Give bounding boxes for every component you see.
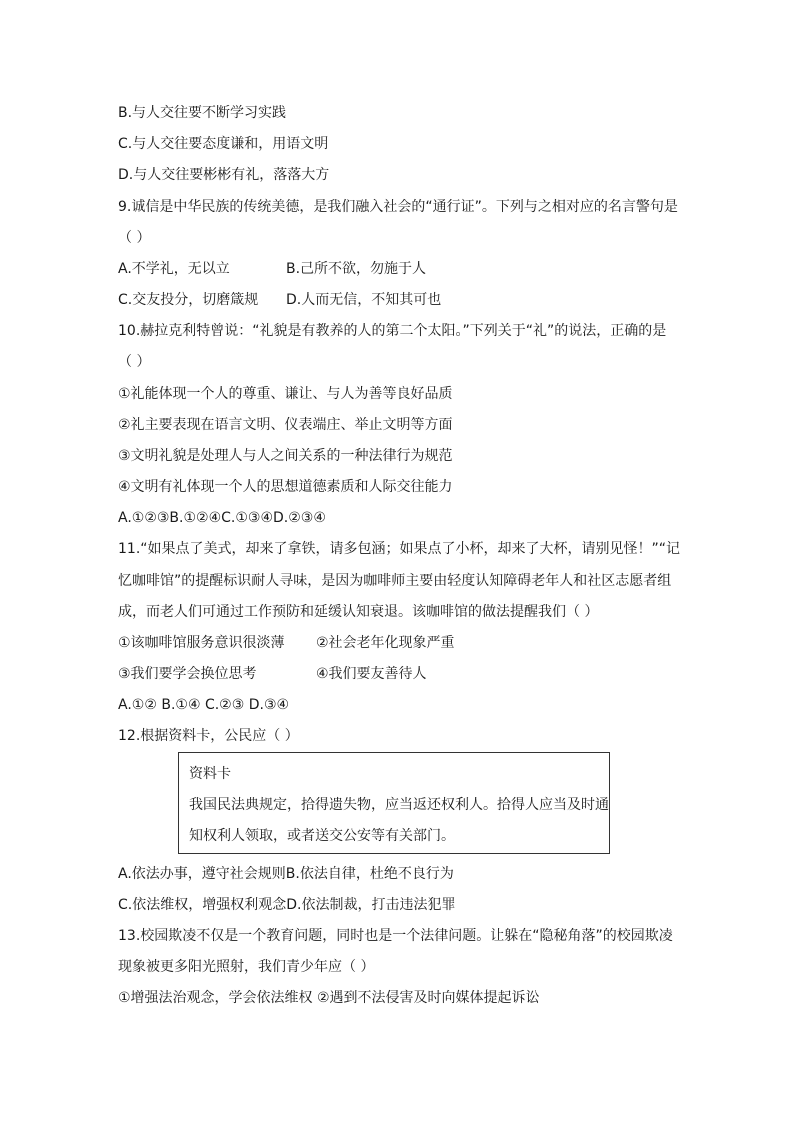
q12-stem: 12.根据资料卡，公民应（ ） [118, 728, 299, 744]
q12-options-cd: C.依法维权，增强权利观念D.依法制裁，打击违法犯罪 [118, 897, 456, 913]
info-card-line1: 我国民法典规定，拾得遗失物，应当返还权利人。拾得人应当及时通 [189, 797, 609, 813]
q10-answer-paren: （ ） [118, 354, 151, 370]
q10-statement-2: ②礼主要表现在语言文明、仪表端庄、举止文明等方面 [118, 417, 453, 433]
q9-option-c: C.交友投分，切磨箴规 [118, 292, 259, 308]
q11-statement-1: ①该咖啡馆服务意识很淡薄 [118, 635, 285, 651]
q10-statement-1: ①礼能体现一个人的尊重、谦让、与人为善等良好品质 [118, 386, 453, 402]
q11-statement-4: ④我们要友善待人 [316, 666, 427, 682]
q11-stem-line3: 成，而老人们可通过工作预防和延缓认知衰退。该咖啡馆的做法提醒我们（ ） [118, 604, 599, 620]
q12-options-ab: A.依法办事，遵守社会规则B.依法自律，杜绝不良行为 [118, 866, 454, 882]
info-card [178, 752, 610, 854]
q10-stem: 10.赫拉克利特曾说：“礼貌是有教养的人的第二个太阳。”下列关于“礼”的说法，正确的是 [118, 323, 667, 339]
q13-stem-line2: 现象被更多阳光照射，我们青少年应（ ） [118, 959, 375, 975]
q11-stem-line2: 忆咖啡馆”的提醒标识耐人寻味，是因为咖啡师主要由轻度认知障碍老年人和社区志愿者组 [118, 573, 672, 589]
q11-stem-line1: 11.“如果点了美式，却来了拿铁，请多包涵；如果点了小杯，却来了大杯，请别见怪！”“记 [118, 541, 681, 557]
info-card-line2: 知权利人领取，或者送交公安等有关部门。 [189, 828, 455, 844]
q11-options: A.①② B.①④ C.②③ D.③④ [118, 697, 290, 713]
q8-option-c: C.与人交往要态度谦和，用语文明 [118, 136, 329, 152]
q11-statement-3: ③我们要学会换位思考 [118, 666, 257, 682]
q13-stem-line1: 13.校园欺凌不仅是一个教育问题，同时也是一个法律问题。让躲在“隐秘角落”的校园欺凌 [118, 928, 673, 944]
q9-options-row2 [118, 290, 442, 310]
q11-statements-row2 [118, 664, 427, 684]
q10-options: A.①②③B.①②④C.①③④D.②③④ [118, 510, 326, 526]
q8-option-d: D.与人交往要彬彬有礼，落落大方 [118, 167, 330, 183]
q9-options-row1 [118, 259, 427, 279]
q9-stem: 9.诚信是中华民族的传统美德，是我们融入社会的“通行证”。下列与之相对应的名言警句是 [118, 199, 678, 215]
q11-statement-2: ②社会老年化现象严重 [316, 635, 455, 651]
q9-option-b: B.己所不欲，勿施于人 [286, 261, 427, 277]
q10-statement-3: ③文明礼貌是处理人与人之间关系的一种法律行为规范 [118, 448, 453, 464]
q13-statements: ①增强法治观念，学会依法维权 ②遇到不法侵害及时向媒体提起诉讼 [118, 990, 540, 1006]
q10-statement-4: ④文明有礼体现一个人的思想道德素质和人际交往能力 [118, 479, 453, 495]
q9-answer-paren: （ ） [118, 230, 151, 246]
q9-option-a: A.不学礼，无以立 [118, 261, 230, 277]
q8-option-b: B.与人交往要不断学习实践 [118, 105, 287, 121]
q11-statements-row1 [118, 633, 455, 653]
info-card-title: 资料卡 [189, 766, 231, 782]
q9-option-d: D.人而无信，不知其可也 [286, 292, 442, 308]
